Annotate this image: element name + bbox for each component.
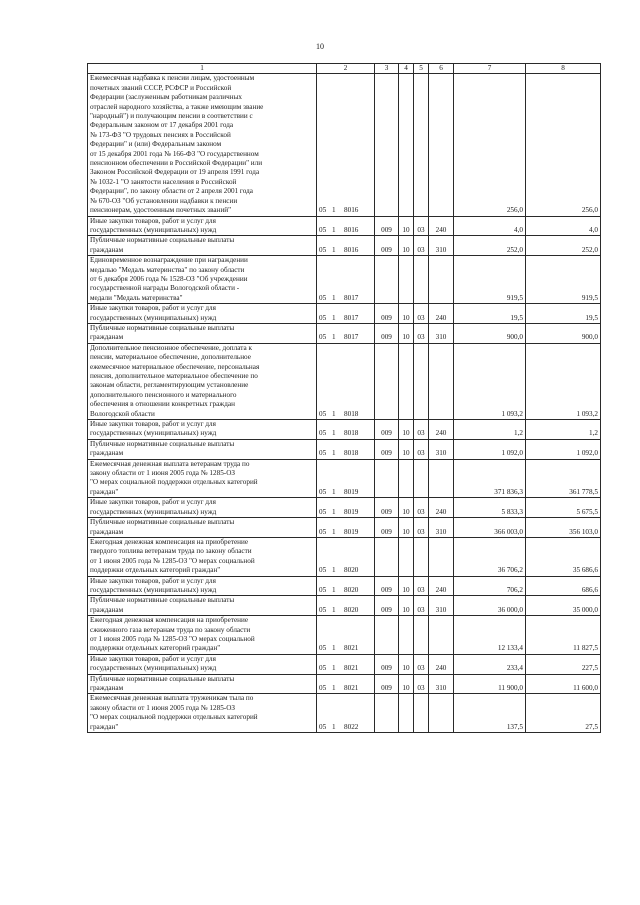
code-part: 05 xyxy=(319,507,327,516)
row-description: Публичные нормативные социальные выплаты гражданам xyxy=(88,236,317,256)
row-amount-year-2: 1 093,2 xyxy=(526,343,601,419)
row-amount-year-2: 11 600,0 xyxy=(526,674,601,694)
row-expense-type-code: 240 xyxy=(429,654,454,674)
row-target-code xyxy=(317,674,375,694)
header-col-8: 8 xyxy=(526,64,601,74)
row-amount-year-1: 1,2 xyxy=(454,420,526,440)
code-part: 05 xyxy=(319,225,327,234)
row-subsection-code: 03 xyxy=(414,518,429,538)
code-part: 05 xyxy=(319,245,327,254)
row-subsection-code: 03 xyxy=(414,216,429,236)
row-expense-type-code: 310 xyxy=(429,323,454,343)
code-part: 1 xyxy=(332,487,336,496)
row-target-code xyxy=(317,616,375,655)
row-section-code: 10 xyxy=(399,654,414,674)
row-target-code xyxy=(317,343,375,419)
code-part: 05 xyxy=(319,566,327,575)
row-subsection-code xyxy=(414,616,429,655)
row-description: Иные закупки товаров, работ и услуг для государственных (муниципальных) нужд xyxy=(88,216,317,236)
code-part: 1 xyxy=(332,527,336,536)
row-target-code xyxy=(317,498,375,518)
row-description: Иные закупки товаров, работ и услуг для государственных (муниципальных) нужд xyxy=(88,420,317,440)
row-department-code: 009 xyxy=(375,236,399,256)
row-section-code: 10 xyxy=(399,236,414,256)
row-amount-year-1: 5 833,3 xyxy=(454,498,526,518)
row-description: Ежегодная денежная компенсация на приобретение твердого топлива ветеранам труда по закону области от 1 июня 2005 года № 1285-ОЗ "О мерах социальной поддержки отдельных категорий граждан" xyxy=(88,537,317,576)
code-part: 1 xyxy=(332,206,336,215)
code-part: 05 xyxy=(319,585,327,594)
row-subsection-code: 03 xyxy=(414,236,429,256)
code-part: 05 xyxy=(319,449,327,458)
row-description: Публичные нормативные социальные выплаты гражданам xyxy=(88,439,317,459)
row-expense-type-code: 240 xyxy=(429,420,454,440)
header-col-6: 6 xyxy=(429,64,454,74)
row-subsection-code: 03 xyxy=(414,596,429,616)
row-expense-type-code xyxy=(429,694,454,733)
code-part: 1 xyxy=(332,585,336,594)
code-part: 05 xyxy=(319,684,327,692)
row-description: Дополнительное пенсионное обеспечение, доплата к пенсии, материальное обеспечение, дополнительное ежемесячное материальное обеспечение, персональная пенсия, дополнительное материальное обеспечение по законам области, регламентирующим установление дополнительного пенсионного и материального обеспечения в отношении конкретных граждан Вологодской области xyxy=(88,343,317,419)
row-subsection-code xyxy=(414,256,429,304)
row-amount-year-1: 1 093,2 xyxy=(454,343,526,419)
row-amount-year-2: 227,5 xyxy=(526,654,601,674)
row-amount-year-1: 900,0 xyxy=(454,323,526,343)
header-row xyxy=(88,64,601,74)
table-row xyxy=(88,236,601,256)
row-target-code xyxy=(317,420,375,440)
header-col-1: 1 xyxy=(88,64,317,74)
code-part: 8022 xyxy=(344,722,359,731)
row-amount-year-2: 1 092,0 xyxy=(526,439,601,459)
code-part: 8016 xyxy=(344,206,359,215)
row-section-code: 10 xyxy=(399,420,414,440)
code-part: 05 xyxy=(319,409,327,418)
row-expense-type-code: 310 xyxy=(429,439,454,459)
table-row xyxy=(88,323,601,343)
row-amount-year-2: 686,6 xyxy=(526,576,601,596)
row-department-code xyxy=(375,616,399,655)
row-section-code: 10 xyxy=(399,518,414,538)
table-row xyxy=(88,674,601,694)
table-row xyxy=(88,518,601,538)
row-amount-year-2: 19,5 xyxy=(526,304,601,324)
row-amount-year-2: 919,5 xyxy=(526,256,601,304)
row-amount-year-2: 256,0 xyxy=(526,74,601,216)
table-row xyxy=(88,74,601,216)
code-part: 1 xyxy=(332,429,336,438)
page-number: 10 xyxy=(316,42,324,51)
row-expense-type-code: 310 xyxy=(429,236,454,256)
code-part: 8018 xyxy=(344,449,359,458)
row-target-code xyxy=(317,459,375,498)
row-expense-type-code xyxy=(429,537,454,576)
row-department-code: 009 xyxy=(375,304,399,324)
row-target-code xyxy=(317,304,375,324)
code-part: 8021 xyxy=(344,644,359,653)
row-amount-year-2: 356 103,0 xyxy=(526,518,601,538)
code-part: 8020 xyxy=(344,585,359,594)
code-part: 1 xyxy=(332,684,336,692)
row-description: Публичные нормативные социальные выплаты гражданам xyxy=(88,674,317,694)
row-amount-year-1: 12 133,4 xyxy=(454,616,526,655)
row-amount-year-1: 11 900,0 xyxy=(454,674,526,694)
row-target-code xyxy=(317,654,375,674)
row-section-code: 10 xyxy=(399,674,414,694)
row-expense-type-code xyxy=(429,616,454,655)
table-row xyxy=(88,256,601,304)
row-description: Единовременное вознаграждение при награждении медалью "Медаль материнства" по закону области от 6 декабря 2006 года № 1528-ОЗ "Об учреждении государственной награды Вологодской области - медали "Медаль материнства" xyxy=(88,256,317,304)
table-row xyxy=(88,537,601,576)
row-description: Ежемесячная надбавка к пенсии лицам, удостоенным почетных званий СССР, РСФСР и Российской Федерации (заслуженным работникам различных отраслей народного хозяйства, а также имеющим звание "народный") и получающим пенсии в соответствии с Федеральным законом от 17 декабря 2001 года № 173-ФЗ "О трудовых пенсиях в Российской Федерации" и (или) Федеральным законом от 15 декабря 2001 года № 166-ФЗ "О государственном пенсионном обеспечении в Российской Федерации" или Законом Российской Федерации от 19 апреля 1991 года № 1032-1 "О занятости населения в Российской Федерации", по закону области от 2 апреля 2001 года № 670-ОЗ "Об установлении надбавки к пенсии пенсионерам, удостоенным почетных званий" xyxy=(88,74,317,216)
code-part: 05 xyxy=(319,429,327,438)
row-expense-type-code: 310 xyxy=(429,596,454,616)
code-part: 8017 xyxy=(344,313,359,322)
row-target-code xyxy=(317,694,375,733)
header-col-3: 3 xyxy=(375,64,399,74)
row-amount-year-1: 256,0 xyxy=(454,74,526,216)
row-description: Иные закупки товаров, работ и услуг для государственных (муниципальных) нужд xyxy=(88,498,317,518)
row-amount-year-2: 35 686,6 xyxy=(526,537,601,576)
header-col-2: 2 xyxy=(317,64,375,74)
row-department-code: 009 xyxy=(375,216,399,236)
row-expense-type-code xyxy=(429,256,454,304)
row-section-code: 10 xyxy=(399,304,414,324)
row-subsection-code: 03 xyxy=(414,323,429,343)
row-target-code xyxy=(317,596,375,616)
row-expense-type-code: 310 xyxy=(429,518,454,538)
row-section-code: 10 xyxy=(399,216,414,236)
row-amount-year-1: 19,5 xyxy=(454,304,526,324)
row-description: Ежемесячная денежная выплата труженикам тыла по закону области от 1 июня 2005 года № 1285-ОЗ "О мерах социальной поддержки отдельных категорий граждан" xyxy=(88,694,317,733)
row-subsection-code: 03 xyxy=(414,576,429,596)
code-part: 1 xyxy=(332,644,336,653)
code-part: 05 xyxy=(319,527,327,536)
row-amount-year-1: 919,5 xyxy=(454,256,526,304)
row-section-code: 10 xyxy=(399,498,414,518)
row-section-code xyxy=(399,74,414,216)
row-department-code: 009 xyxy=(375,576,399,596)
row-description: Публичные нормативные социальные выплаты гражданам xyxy=(88,596,317,616)
code-part: 1 xyxy=(332,605,336,614)
code-part: 1 xyxy=(332,507,336,516)
row-amount-year-1: 36 000,0 xyxy=(454,596,526,616)
code-part: 8020 xyxy=(344,566,359,575)
row-amount-year-1: 137,5 xyxy=(454,694,526,733)
row-section-code xyxy=(399,256,414,304)
code-part: 05 xyxy=(319,313,327,322)
table-row xyxy=(88,654,601,674)
row-target-code xyxy=(317,216,375,236)
code-part: 8019 xyxy=(344,487,359,496)
code-part: 1 xyxy=(332,566,336,575)
row-amount-year-2: 361 778,5 xyxy=(526,459,601,498)
row-expense-type-code xyxy=(429,74,454,216)
row-department-code: 009 xyxy=(375,498,399,518)
row-description: Публичные нормативные социальные выплаты гражданам xyxy=(88,518,317,538)
table-row xyxy=(88,304,601,324)
table-row xyxy=(88,616,601,655)
header-col-7: 7 xyxy=(454,64,526,74)
row-expense-type-code: 240 xyxy=(429,304,454,324)
row-department-code: 009 xyxy=(375,654,399,674)
row-department-code xyxy=(375,537,399,576)
table-row xyxy=(88,216,601,236)
table-row xyxy=(88,459,601,498)
row-expense-type-code: 310 xyxy=(429,674,454,694)
row-target-code xyxy=(317,518,375,538)
code-part: 05 xyxy=(319,487,327,496)
header-col-5: 5 xyxy=(414,64,429,74)
row-department-code: 009 xyxy=(375,439,399,459)
code-part: 8019 xyxy=(344,527,359,536)
code-part: 1 xyxy=(332,313,336,322)
row-expense-type-code: 240 xyxy=(429,216,454,236)
row-section-code xyxy=(399,459,414,498)
row-amount-year-1: 371 836,3 xyxy=(454,459,526,498)
budget-table xyxy=(87,63,601,733)
row-department-code xyxy=(375,343,399,419)
row-department-code: 009 xyxy=(375,420,399,440)
code-part: 05 xyxy=(319,605,327,614)
row-amount-year-2: 5 675,5 xyxy=(526,498,601,518)
code-part: 1 xyxy=(332,409,336,418)
code-part: 8018 xyxy=(344,429,359,438)
row-subsection-code: 03 xyxy=(414,674,429,694)
header-col-4: 4 xyxy=(399,64,414,74)
row-target-code xyxy=(317,74,375,216)
row-amount-year-1: 1 092,0 xyxy=(454,439,526,459)
code-part: 05 xyxy=(319,664,327,673)
code-part: 05 xyxy=(319,333,327,342)
code-part: 1 xyxy=(332,245,336,254)
code-part: 05 xyxy=(319,206,327,215)
code-part: 05 xyxy=(319,644,327,653)
code-part: 1 xyxy=(332,722,336,731)
row-section-code xyxy=(399,616,414,655)
row-target-code xyxy=(317,323,375,343)
row-description: Ежегодная денежная компенсация на приобретение сжиженного газа ветеранам труда по закону области от 1 июня 2005 года № 1285-ОЗ "О мерах социальной поддержки отдельных категорий граждан" xyxy=(88,616,317,655)
row-subsection-code xyxy=(414,694,429,733)
row-department-code: 009 xyxy=(375,596,399,616)
code-part: 8016 xyxy=(344,245,359,254)
table-row xyxy=(88,694,601,733)
row-expense-type-code xyxy=(429,343,454,419)
row-target-code xyxy=(317,537,375,576)
code-part: 8018 xyxy=(344,409,359,418)
row-subsection-code: 03 xyxy=(414,304,429,324)
code-part: 8016 xyxy=(344,225,359,234)
code-part: 8017 xyxy=(344,293,359,302)
row-description: Ежемесячная денежная выплата ветеранам труда по закону области от 1 июня 2005 года № 1285-ОЗ "О мерах социальной поддержки отдельных категорий граждан" xyxy=(88,459,317,498)
row-amount-year-1: 366 003,0 xyxy=(454,518,526,538)
code-part: 1 xyxy=(332,293,336,302)
row-department-code xyxy=(375,256,399,304)
row-section-code xyxy=(399,694,414,733)
row-description: Иные закупки товаров, работ и услуг для государственных (муниципальных) нужд xyxy=(88,654,317,674)
code-part: 8019 xyxy=(344,507,359,516)
code-part: 1 xyxy=(332,333,336,342)
row-subsection-code: 03 xyxy=(414,654,429,674)
row-subsection-code xyxy=(414,537,429,576)
row-subsection-code xyxy=(414,343,429,419)
table-row xyxy=(88,420,601,440)
row-expense-type-code xyxy=(429,459,454,498)
row-description: Иные закупки товаров, работ и услуг для государственных (муниципальных) нужд xyxy=(88,576,317,596)
table-row xyxy=(88,596,601,616)
row-target-code xyxy=(317,256,375,304)
table-row xyxy=(88,498,601,518)
code-part: 1 xyxy=(332,225,336,234)
row-amount-year-2: 1,2 xyxy=(526,420,601,440)
row-subsection-code: 03 xyxy=(414,498,429,518)
row-subsection-code xyxy=(414,459,429,498)
row-amount-year-1: 252,0 xyxy=(454,236,526,256)
row-department-code: 009 xyxy=(375,518,399,538)
row-amount-year-2: 11 827,5 xyxy=(526,616,601,655)
row-section-code xyxy=(399,343,414,419)
row-subsection-code: 03 xyxy=(414,420,429,440)
row-department-code: 009 xyxy=(375,674,399,694)
row-amount-year-1: 706,2 xyxy=(454,576,526,596)
code-part: 05 xyxy=(319,293,327,302)
code-part: 05 xyxy=(319,722,327,731)
row-amount-year-2: 27,5 xyxy=(526,694,601,733)
row-target-code xyxy=(317,576,375,596)
row-section-code: 10 xyxy=(399,596,414,616)
row-section-code: 10 xyxy=(399,439,414,459)
code-part: 8017 xyxy=(344,333,359,342)
row-expense-type-code: 240 xyxy=(429,498,454,518)
row-description: Иные закупки товаров, работ и услуг для государственных (муниципальных) нужд xyxy=(88,304,317,324)
row-amount-year-1: 36 706,2 xyxy=(454,537,526,576)
table-row xyxy=(88,439,601,459)
row-department-code xyxy=(375,74,399,216)
row-expense-type-code: 240 xyxy=(429,576,454,596)
code-part: 1 xyxy=(332,664,336,673)
row-section-code: 10 xyxy=(399,576,414,596)
row-amount-year-2: 35 000,0 xyxy=(526,596,601,616)
row-target-code xyxy=(317,236,375,256)
table-row xyxy=(88,343,601,419)
row-amount-year-1: 4,0 xyxy=(454,216,526,236)
row-target-code xyxy=(317,439,375,459)
row-section-code: 10 xyxy=(399,323,414,343)
row-department-code xyxy=(375,459,399,498)
code-part: 8021 xyxy=(344,684,359,692)
table-row xyxy=(88,576,601,596)
row-department-code: 009 xyxy=(375,323,399,343)
row-subsection-code xyxy=(414,74,429,216)
row-section-code xyxy=(399,537,414,576)
row-amount-year-2: 4,0 xyxy=(526,216,601,236)
row-subsection-code: 03 xyxy=(414,439,429,459)
row-amount-year-1: 233,4 xyxy=(454,654,526,674)
code-part: 8020 xyxy=(344,605,359,614)
row-amount-year-2: 900,0 xyxy=(526,323,601,343)
row-description: Публичные нормативные социальные выплаты гражданам xyxy=(88,323,317,343)
code-part: 1 xyxy=(332,449,336,458)
row-amount-year-2: 252,0 xyxy=(526,236,601,256)
code-part: 8021 xyxy=(344,664,359,673)
row-department-code xyxy=(375,694,399,733)
